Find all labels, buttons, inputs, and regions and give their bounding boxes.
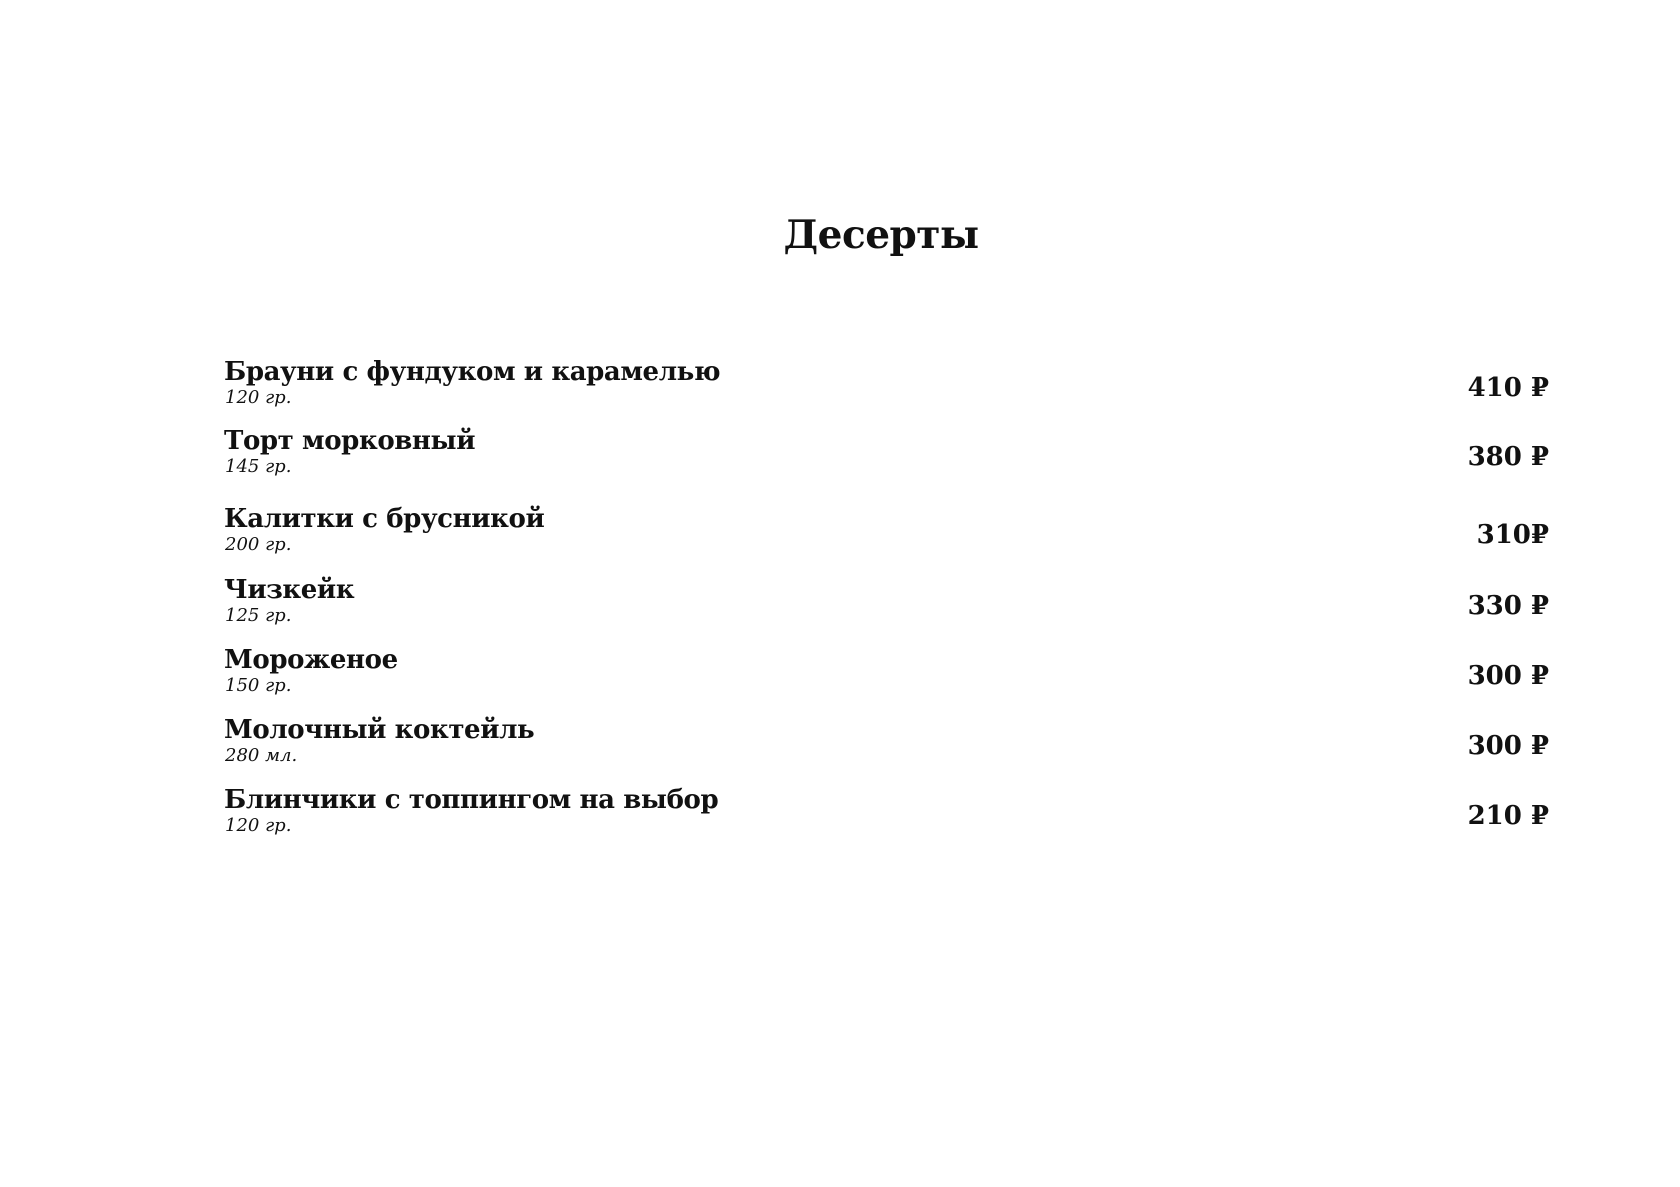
menu-item (224, 425, 1549, 485)
page-title: Десерты (783, 212, 979, 258)
menu-item-price: 300 ₽ (1467, 731, 1549, 761)
menu-item (224, 784, 1549, 844)
menu-item-price: 310₽ (1476, 520, 1549, 550)
menu-item-weight: 120 гр. (225, 815, 292, 836)
menu-item (224, 503, 1549, 563)
menu-item-weight: 145 гр. (225, 456, 292, 477)
menu-item-price: 410 ₽ (1467, 373, 1549, 403)
menu-item-weight: 280 мл. (225, 745, 298, 766)
menu-item (224, 574, 1549, 634)
menu-item-price: 330 ₽ (1467, 591, 1549, 621)
menu-item-price: 210 ₽ (1467, 801, 1549, 831)
menu-item-weight: 200 гр. (225, 534, 292, 555)
menu-item-name: Брауни с фундуком и карамелью (224, 357, 721, 387)
menu-item-name: Торт морковный (224, 426, 476, 456)
menu-item-price: 380 ₽ (1467, 442, 1549, 472)
menu-item (224, 644, 1549, 704)
menu-item-weight: 125 гр. (225, 605, 292, 626)
menu-item-name: Мороженое (224, 645, 398, 675)
dessert-menu-list (224, 0, 1549, 1187)
menu-item-weight: 150 гр. (225, 675, 292, 696)
menu-item-weight: 120 гр. (225, 387, 292, 408)
menu-item (224, 356, 1549, 416)
menu-item-name: Блинчики с топпингом на выбор (224, 785, 719, 815)
menu-item-name: Калитки с брусникой (224, 504, 545, 534)
menu-item-name: Чизкейк (224, 575, 355, 605)
menu-item (224, 714, 1549, 774)
menu-item-name: Молочный коктейль (224, 715, 535, 745)
menu-item-price: 300 ₽ (1467, 661, 1549, 691)
